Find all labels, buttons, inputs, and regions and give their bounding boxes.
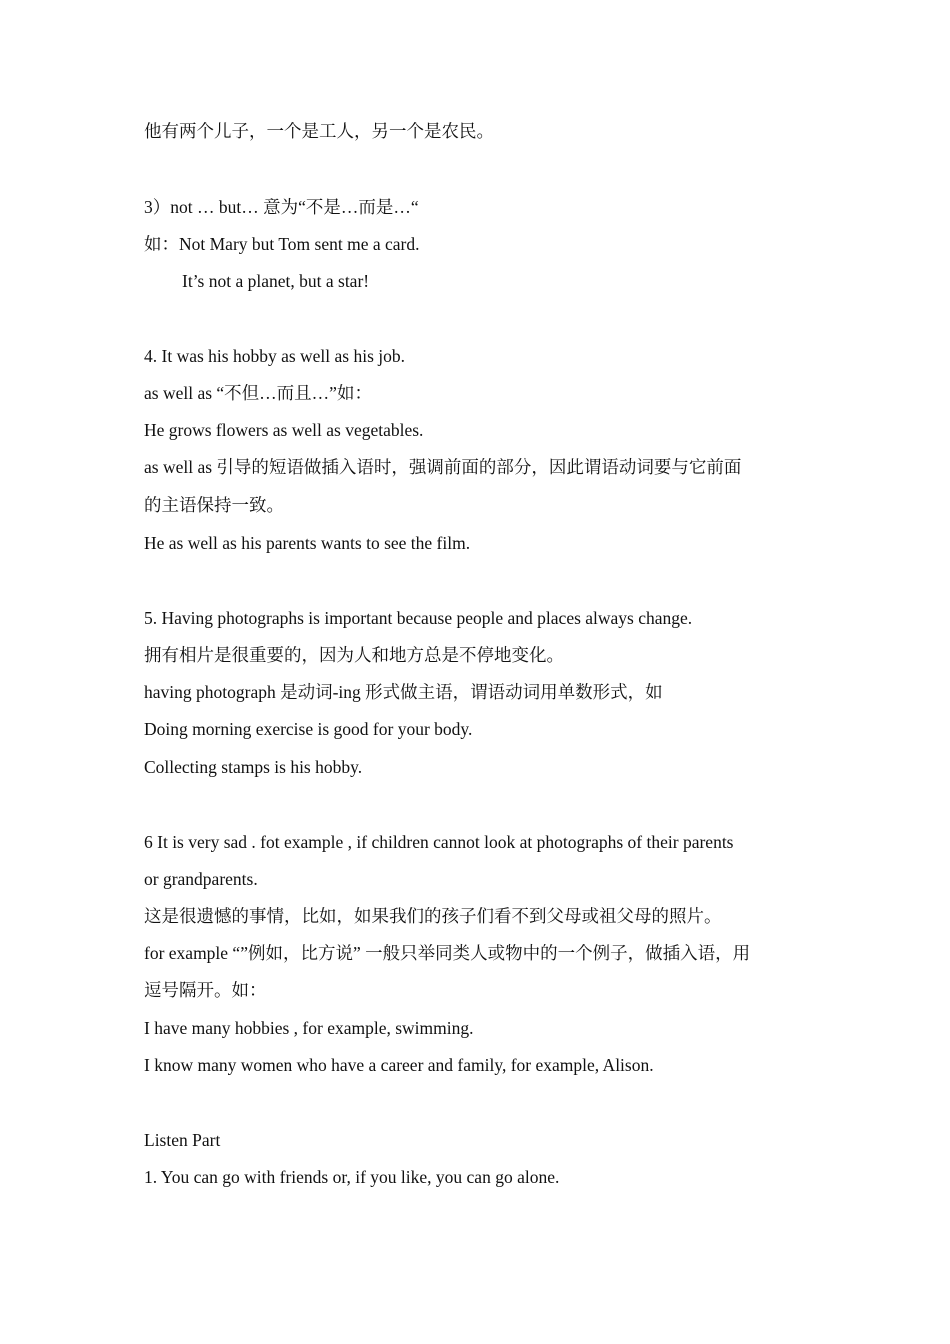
text-line: 如：Not Mary but Tom sent me a card. [144,234,420,254]
text-line: Doing morning exercise is good for your body. [144,719,473,739]
text-line: as well as “不但…而且…”如： [144,383,372,403]
section-6-heading: 6 It is very sad . fot example , if children cannot look at photographs of their parents [144,832,734,852]
text-line: I have many hobbies , for example, swimming. [144,1018,474,1038]
text-line: 1. You can go with friends or, if you like, you can go alone. [144,1167,560,1187]
text-line: 逗号隔开。如： [144,980,267,1000]
section-5-heading: 5. Having photographs is important because people and places always change. [144,608,693,628]
text-line: He grows flowers as well as vegetables. [144,420,424,440]
text-line: He as well as his parents wants to see the film. [144,533,471,553]
text-line: I know many women who have a career and family, for example, Alison. [144,1055,654,1075]
text-line: or grandparents. [144,869,258,889]
text-line: having photograph 是动词-ing 形式做主语，谓语动词用单数形式，如 [144,682,663,702]
text-line: as well as 引导的短语做插入语时，强调前面的部分，因此谓语动词要与它前面 [144,457,742,477]
text-line: 拥有相片是很重要的，因为人和地方总是不停地变化。 [144,645,564,665]
text-line: 他有两个儿子，一个是工人，另一个是农民。 [144,121,494,141]
text-line: for example “”例如，比方说” 一般只举同类人或物中的一个例子，做插入语，用 [144,943,751,963]
text-line: 的主语保持一致。 [144,495,284,515]
section-4-heading: 4. It was his hobby as well as his job. [144,346,406,366]
listen-part-heading: Listen Part [144,1130,221,1150]
section-3-heading: 3）not … but… 意为“不是…而是…“ [144,197,419,217]
text-line: It’s not a planet, but a star! [182,271,370,291]
text-line: 这是很遗憾的事情，比如，如果我们的孩子们看不到父母或祖父母的照片。 [144,906,722,926]
text-line: Collecting stamps is his hobby. [144,757,363,777]
